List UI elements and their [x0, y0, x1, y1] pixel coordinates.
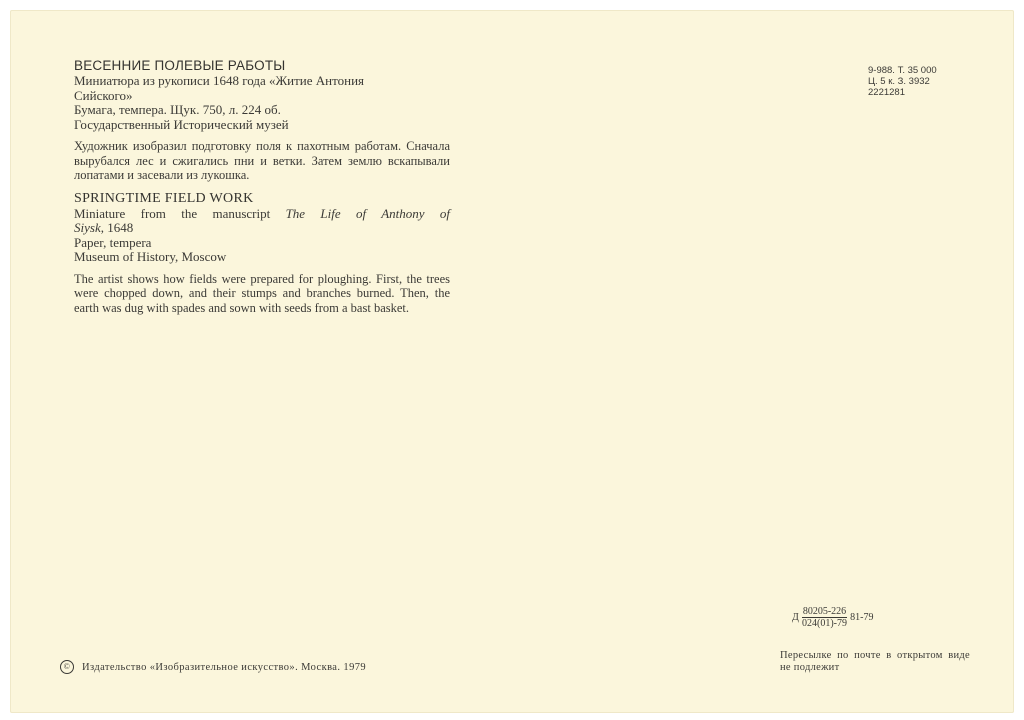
ru-title: ВЕСЕННИЕ ПОЛЕВЫЕ РАБОТЫ: [74, 58, 286, 73]
en-medium-line: Paper, tempera: [74, 234, 152, 250]
catalog-code: [792, 606, 874, 629]
en-source-prefix: Miniature from the manuscript: [74, 205, 271, 221]
catalog-code-denominator: 024(01)-79: [802, 618, 847, 629]
en-description: The artist shows how fields were prepared for ploughing. First, the trees were chopped down, and their stumps and branches burned. Then, the earth was dug with spades and sown with seeds from a bast basket.: [74, 271, 450, 315]
en-museum-line: Museum of History, Moscow: [74, 249, 227, 264]
en-source-line-2: [74, 221, 450, 236]
ru-source-line-2: Сийского»: [74, 87, 133, 103]
en-source-line-1: [74, 207, 450, 222]
copyright-icon: ©: [60, 660, 74, 674]
postal-note: Пересылке по почте в открытом виде не подлежит: [780, 650, 970, 673]
print-info-line-1: 9-988. Т. 35 000: [868, 65, 937, 76]
caption-block: [74, 58, 450, 315]
print-info: [868, 65, 958, 98]
en-year: , 1648: [100, 220, 134, 235]
ru-description: Художник изобразил подготовку поля к пахотным работам. Сначала вырубался лес и сжигались пни и ветки. Затем землю вскапывали лопатами и засевали из лукошка.: [74, 139, 450, 182]
en-manuscript-title-end: Siysk: [74, 220, 101, 235]
ru-museum-line: Государственный Исторический музей: [74, 116, 289, 132]
catalog-code-numerator: 80205-226: [802, 606, 847, 617]
ru-medium-line: Бумага, темпера. Щук. 750, л. 224 об.: [74, 102, 281, 117]
ru-source-line-1: Миниатюра из рукописи 1648 года «Житие Антония: [74, 73, 365, 88]
en-title: SPRINGTIME FIELD WORK: [74, 190, 254, 206]
catalog-code-prefix: Д: [792, 612, 799, 623]
postcard-back: [10, 10, 1014, 713]
print-info-line-3: 2221281: [868, 87, 905, 98]
publisher-text: Издательство «Изобразительное искусство». Москва. 1979: [82, 661, 367, 673]
publisher-line: [60, 660, 366, 674]
catalog-code-fraction: [802, 606, 847, 629]
catalog-code-suffix: 81-79: [850, 612, 874, 623]
print-info-line-2: Ц. 5 к. З. 3932: [868, 76, 930, 87]
en-manuscript-title: The Life of Anthony of: [285, 205, 450, 221]
